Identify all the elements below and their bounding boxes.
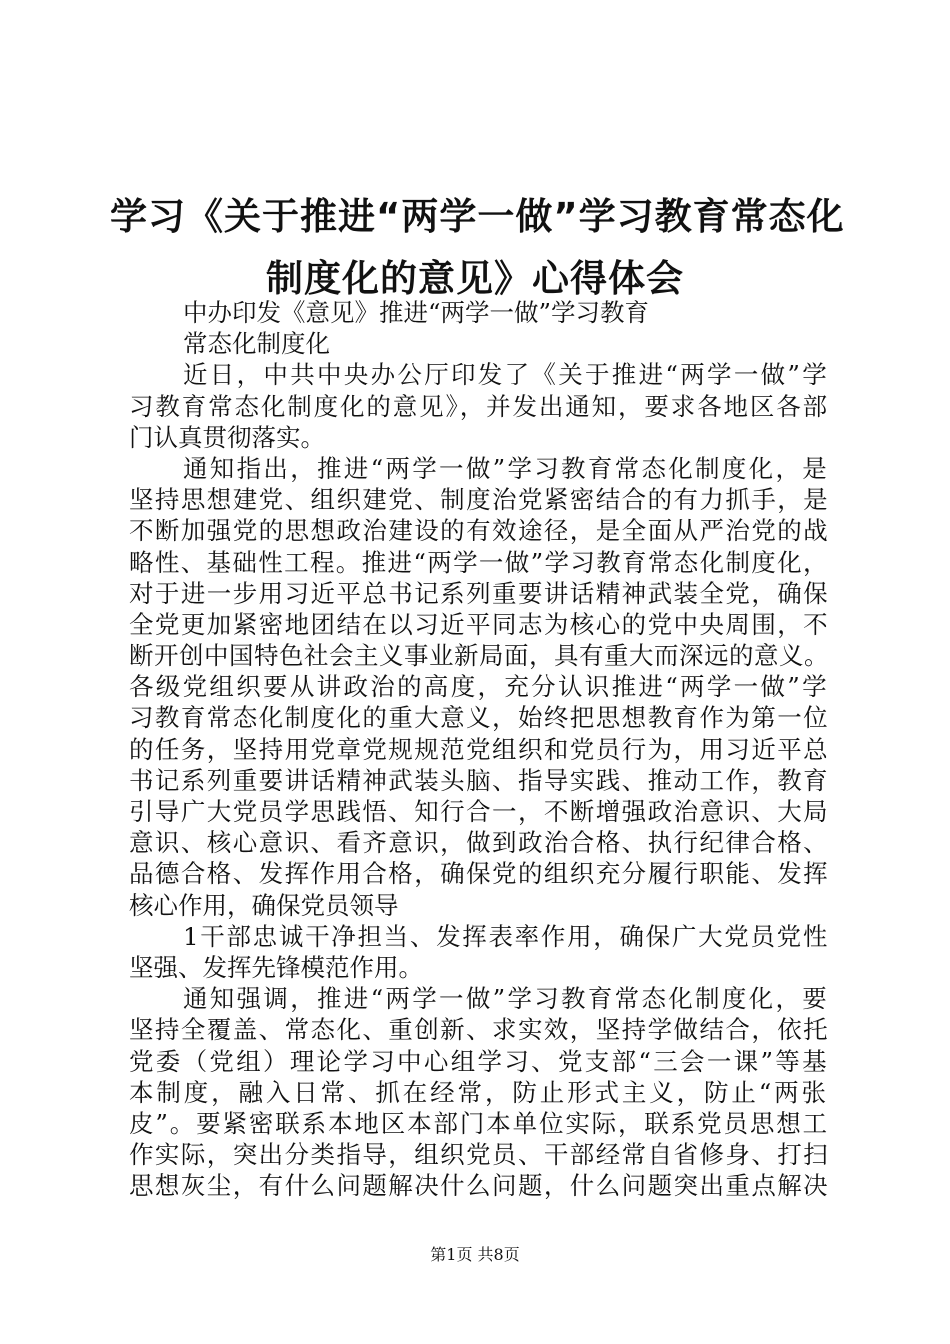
text-line: 1干部忠诚干净担当、发挥表率作用，确保广大党员党性	[183, 921, 829, 951]
text-line: 品德合格、发挥作用合格，确保党的组织充分履行职能、发挥	[129, 859, 829, 889]
document-title	[110, 186, 845, 310]
text-line: 坚持全覆盖、常态化、重创新、求实效，坚持学做结合，依托	[129, 1015, 829, 1045]
body-text	[129, 297, 829, 1201]
text-line: 断开创中国特色社会主义事业新局面，具有重大而深远的意义。	[129, 641, 829, 671]
text-line: 意识、核心意识、看齐意识，做到政治合格、执行纪律合格、	[129, 828, 829, 858]
text-line: 中办印发《意见》推进“两学一做”学习教育	[183, 298, 650, 327]
text-line: 近日，中共中央办公厅印发了《关于推进“两学一做”学	[183, 360, 829, 390]
text-line: 习教育常态化制度化的意见》，并发出通知，要求各地区各部	[129, 391, 829, 421]
title-line-1: 学习《关于推进“两学一做”学习教育常态化	[110, 195, 845, 238]
text-line: 通知强调，推进“两学一做”学习教育常态化制度化，要	[183, 984, 829, 1014]
page-footer: 第1页 共8页	[430, 1245, 520, 1264]
text-line: 党委（党组）理论学习中心组学习、党支部“三会一课”等基	[129, 1046, 829, 1076]
text-line: 引导广大党员学思践悟、知行合一，不断增强政治意识、大局	[129, 797, 829, 826]
text-line: 坚持思想建党、组织建党、制度治党紧密结合的有力抓手，是	[129, 485, 829, 515]
text-line: 常态化制度化	[183, 329, 330, 359]
text-line: 思想灰尘，有什么问题解决什么问题，什么问题突出重点解决	[129, 1171, 829, 1201]
text-line: 习教育常态化制度化的重大意义，始终把思想教育作为第一位	[129, 703, 829, 733]
text-line: 本制度，融入日常、抓在经常，防止形式主义，防止“两张	[129, 1077, 829, 1107]
text-line: 皮”。要紧密联系本地区本部门本单位实际，联系党员思想工	[129, 1108, 829, 1138]
text-line: 门认真贯彻落实。	[129, 422, 325, 452]
text-line: 核心作用，确保党员领导	[129, 890, 399, 920]
text-line: 全党更加紧密地团结在以习近平同志为核心的党中央周围，不	[129, 609, 829, 639]
text-line: 坚强、发挥先锋模范作用。	[129, 952, 423, 982]
text-line: 略性、基础性工程。推进“两学一做”学习教育常态化制度化，	[129, 547, 829, 577]
text-line: 不断加强党的思想政治建设的有效途径，是全面从严治党的战	[129, 516, 829, 546]
text-line: 对于进一步用习近平总书记系列重要讲话精神武装全党，确保	[129, 578, 829, 608]
title-line-2: 制度化的意见》心得体会	[266, 257, 684, 300]
text-line: 作实际，突出分类指导，组织党员、干部经常自省修身、打扫	[129, 1140, 829, 1170]
text-line: 书记系列重要讲话精神武装头脑、指导实践、推动工作，教育	[129, 765, 829, 795]
text-line: 各级党组织要从讲政治的高度，充分认识推进“两学一做”学	[129, 672, 829, 702]
text-line: 通知指出，推进“两学一做”学习教育常态化制度化，是	[183, 453, 829, 483]
text-line: 的任务，坚持用党章党规规范党组织和党员行为，用习近平总	[129, 734, 829, 764]
